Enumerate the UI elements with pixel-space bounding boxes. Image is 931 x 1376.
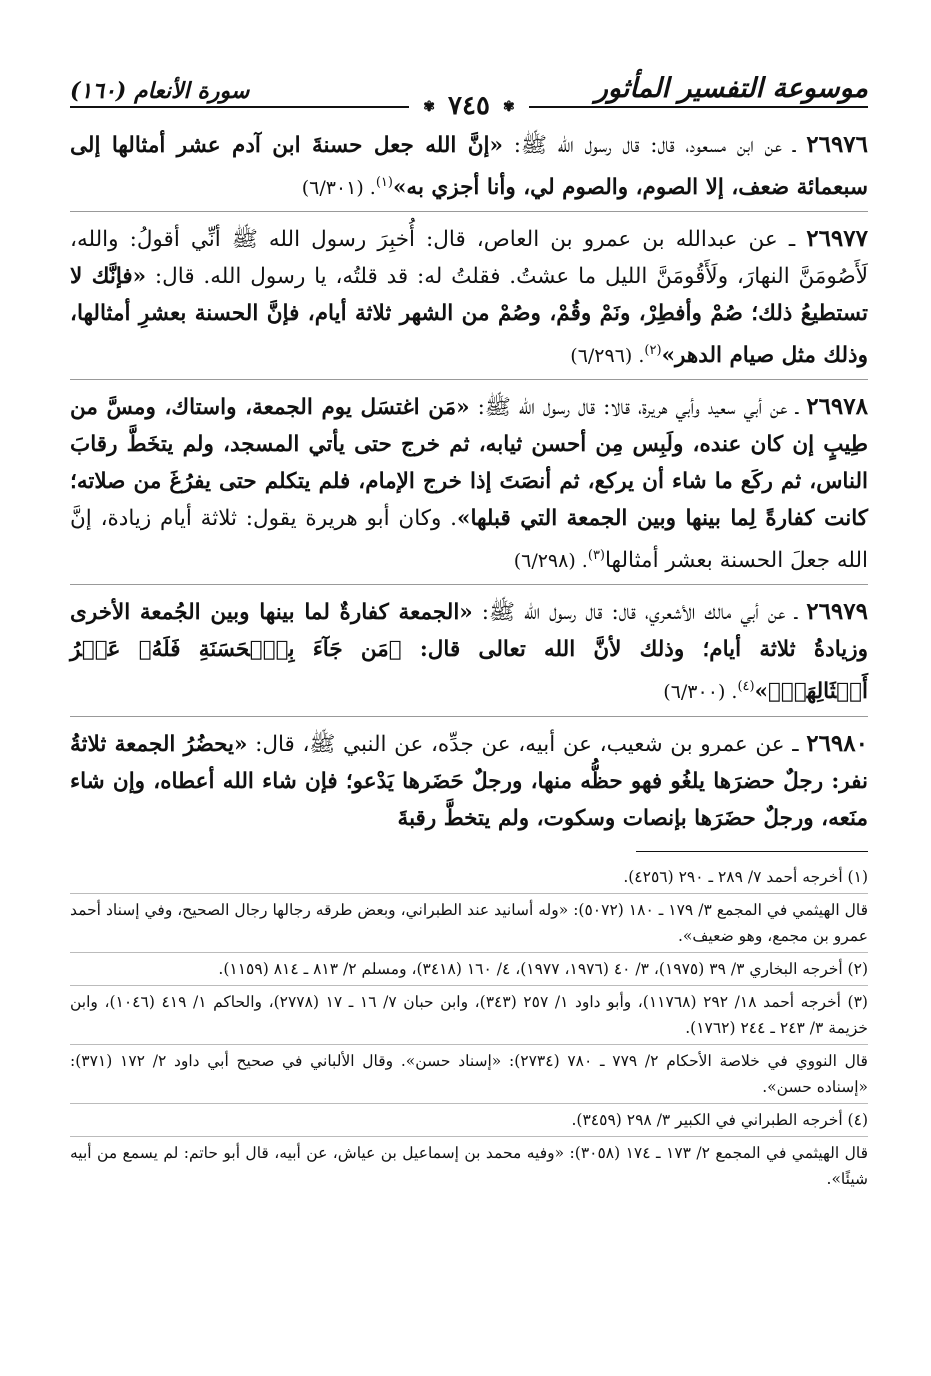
footnote: قال الهيثمي في المجمع ٢/ ١٧٣ ـ ١٧٤ (٣٠٥٨): «وفيه محمد بن إسماعيل بن عياش، عن أبيه، قال أبو حاتم: لم يسمع من أبيه شيئًا».	[70, 1143, 869, 1188]
footnote-mark: (٣)	[587, 548, 605, 564]
footnote: قال الهيثمي في المجمع ٣/ ١٧٩ ـ ١٨٠ (٥٠٧٢): «وله أسانيد عند الطبراني، وبعض طرقه رجالها رجال الصحيح، وفي إسناد أحمد عمرو بن مجمع، وهو ضعيف».	[70, 897, 868, 953]
entry-intro: ـ عن ابن مسعود، قال: قال رسول الله ﷺ:	[502, 133, 807, 158]
footnote-mark: (٢)	[644, 343, 662, 359]
footnote: (٣) أخرجه أحمد ١٨/ ٢٩٢ (١١٧٦٨)، وأبو داود ١/ ٢٥٧ (٣٤٣)، وابن حبان ٧/ ١٦ ـ ١٧ (٢٧٧٨)، والحاكم ١/ ٤١٩ (١٠٤٦)، وابن خزيمة ٣/ ٢٤٣ ـ ٢٤٤ (١٧٦٢).	[70, 989, 868, 1045]
book-title: موسوعة التفسير المأثور	[594, 73, 868, 104]
footnote: (٢) أخرجه البخاري ٣/ ٣٩ (١٩٧٥)، ٣/ ٤٠ (١٩٧٦، ١٩٧٧)، ٤/ ١٦٠ (٣٤١٨)، ومسلم ٢/ ٨١٣ ـ ٨١٤ (١١٥٩).	[70, 956, 868, 986]
hadith-entry	[70, 388, 868, 585]
hadith-entry	[70, 126, 868, 212]
footnote-mark: (١)	[375, 175, 393, 190]
entry-intro: ـ عن أبي سعيد وأبي هريرة، قالا: قال رسول الله ﷺ:	[469, 395, 807, 421]
entry-number: ٢٦٩٧٩	[806, 598, 868, 626]
page-number: ٧٤٥	[448, 91, 490, 121]
entry-reference: . (٦/٣٠٠)	[663, 681, 738, 704]
entry-reference: . (٦/٢٩٨)	[513, 550, 588, 573]
entry-quote: «الجمعة كفارةٌ لما بينها وبين الجُمعة الأخرى وزيادةُ ثلاثة أيام؛ وذلك لأنَّ الله تعالى قال: ﴿مَن جَآءَ بِٱلۡحَسَنَةِ فَلَهُۥ عَشۡرُ أَمۡثَالِهَاۖ﴾»	[70, 600, 868, 705]
footnotes	[70, 864, 868, 1195]
entry-number: ٢٦٩٧٨	[806, 393, 868, 421]
page-number-row	[70, 86, 868, 127]
page-number-box	[409, 86, 529, 127]
hadith-entry	[70, 593, 868, 716]
hadith-entry	[70, 220, 868, 380]
document-page	[70, 56, 868, 1326]
entry-number: ٢٦٩٧٦	[806, 131, 869, 158]
footnote: (١) أخرجه أحمد ٧/ ٢٨٩ ـ ٢٩٠ (٤٢٥٦).	[70, 864, 868, 894]
ornament-left-icon: ✾	[423, 99, 435, 115]
surah-info: سورة الأنعام (١٦٠)	[70, 78, 250, 104]
hadith-entry	[70, 725, 868, 841]
entry-number: ٢٦٩٧٧	[806, 225, 868, 253]
main-text	[70, 126, 868, 841]
footnote-separator	[636, 851, 868, 852]
entry-quote: «يحضُرُ الجمعة ثلاثةُ نفر: رجلٌ حضرَها يلغُو فهو حظُّه منها، ورجلٌ حَضَرها يَدْعو؛ فإن شاء الله أعطاه، وإن شاء منَعه، ورجلٌ حضَرَها بإنصات وسكوت، ولم يتخطَّ رقبةَ	[70, 731, 868, 831]
footnote: (٤) أخرجه الطبراني في الكبير ٣/ ٢٩٨ (٣٤٥٩).	[70, 1107, 868, 1137]
entry-intro: ـ عن عبدالله بن عمرو بن العاص، قال: أُخبِرَ رسول الله ﷺ أنِّي أقولُ: والله، لَأَصُومَنَّ النهارَ، ولَأَقُومَنَّ الليل ما عشتُ. فقلتُ له: قد قلتُه، يا رسول الله. قال:	[70, 227, 868, 290]
entry-quote: «إنَّ الله جعل حسنةَ ابن آدم عشر أمثالها إلى سبعمائة ضعف، إلا الصوم، والصوم لي، وأنا أجزي به»	[70, 133, 868, 201]
entry-after: . وكان أبو هريرة يقول: ثلاثة أيام زيادة، إنَّ الله جعلَ الحسنة بعشر أمثالها	[70, 506, 868, 574]
entry-reference: . (٦/٢٩٦)	[570, 345, 645, 368]
entry-intro: ـ عن أبي مالك الأشعري، قال: قال رسول الله ﷺ:	[472, 600, 807, 626]
ornament-right-icon: ✾	[503, 99, 515, 115]
footnote-mark: (٤)	[737, 679, 755, 695]
footnote: قال النووي في خلاصة الأحكام ٢/ ٧٧٩ ـ ٧٨٠ (٢٧٣٤): «إسناد حسن». وقال الألباني في صحيح أبي داود ٢/ ١٧٢ (٣٧١): «إسناده حسن».	[70, 1048, 868, 1104]
entry-reference: . (٦/٣٠١)	[301, 177, 376, 200]
entry-number: ٢٦٩٨٠	[806, 729, 868, 757]
entry-quote: «مَن اغتسَل يوم الجمعة، واستاك، ومسَّ من طِيبٍ إن كان عنده، ولَبِس مِن أحسن ثيابه، ثم خرج حتى يأتي المسجد، ولم يتخَطَّ رقابَ الناس، ثم ركَع ما شاء أن يركع، ثم أنصَتَ إذا خرج الإمام، فلم يتكلم حتى يفرُغَ من صلاته؛ كانت كفارةً لِما بينها وبين الجمعة التي قبلها»	[70, 395, 868, 532]
entry-intro: ـ عن عمرو بن شعيب، عن أبيه، عن جدِّه، عن النبي ﷺ، قال:	[247, 731, 807, 757]
entry-quote: «فإنَّك لا تستطيعُ ذلك؛ صُمْ وأفطِرْ، ونَمْ وقُمْ، وصُمْ من الشهر ثلاثة أيام، فإنَّ الحسنة بعشرِ أمثالها، وذلك مثل صيام الدهر»	[70, 264, 868, 369]
